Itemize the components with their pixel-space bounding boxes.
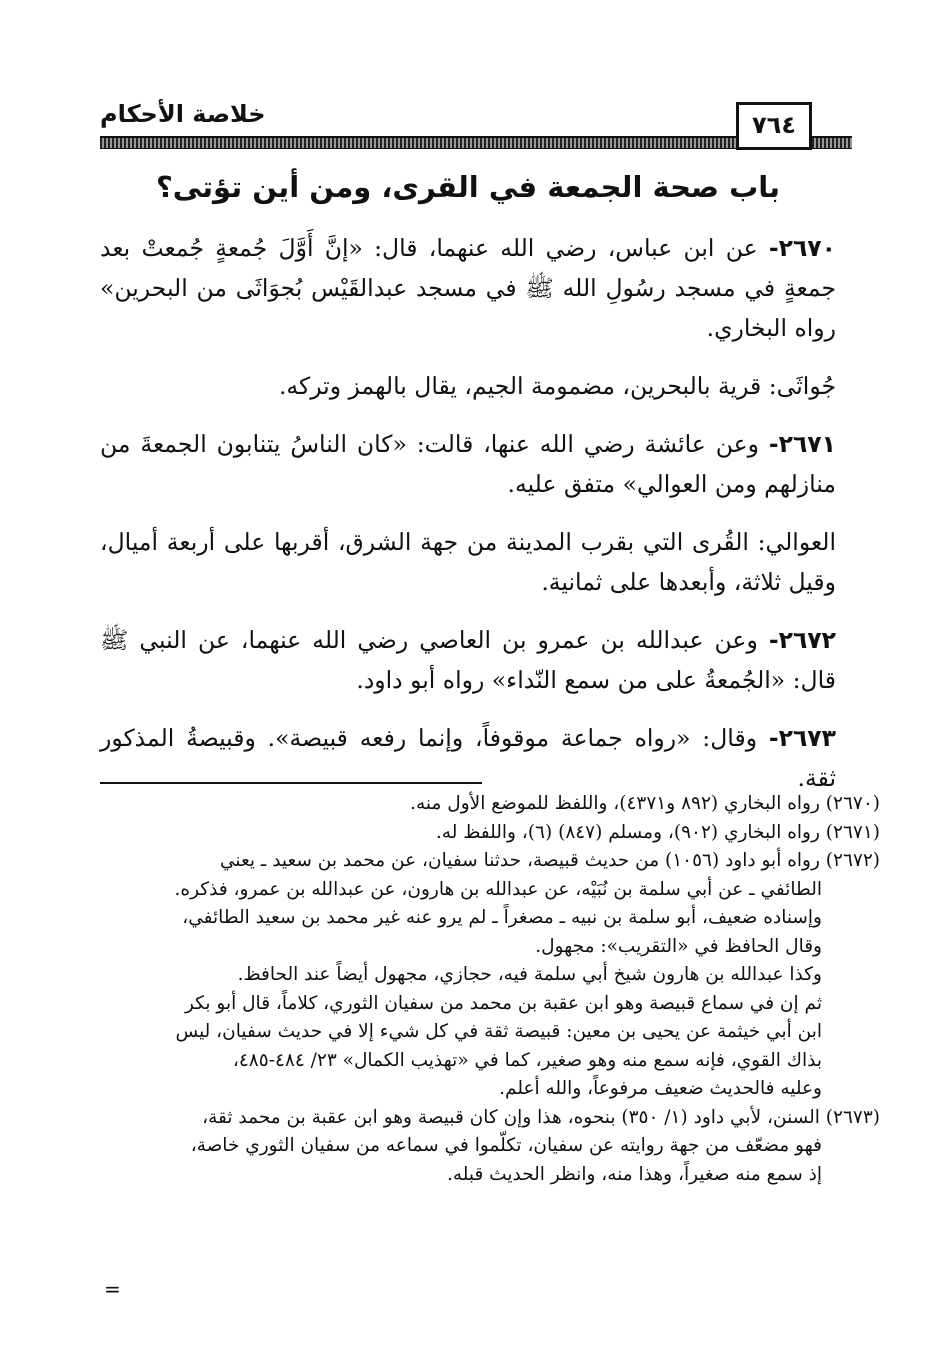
footnote-line: فهو مضعّف من جهة روايته عن سفيان، تكلّموا في سماعه من سفيان الثوري خاصة، (190, 1135, 822, 1156)
footnote-separator (100, 782, 482, 784)
footnote-lead: (٢٦٧٣) السنن، لأبي داود (١/ ٣٥٠) بنحوه، هذا وإن كان قبيصة وهو ابن عقبة بن محمد ثقة، (202, 1106, 880, 1128)
continuation-mark: = (104, 1277, 121, 1301)
footnote-line: الطائفي ـ عن أبي سلمة بن نُبَيْه، عن عبدالله بن هارون، عن عبدالله بن عمرو، فذكره. (174, 878, 822, 900)
hadith-paragraph (100, 366, 836, 406)
hadith-paragraph (100, 620, 836, 700)
footnote-line: وإسناده ضعيف، أبو سلمة بن نبيه ـ مصغراً ـ لم يرو عنه غير محمد بن سعيد الطائفي، (182, 907, 822, 928)
hadith-text: وعن عبدالله بن عمرو بن العاصي رضي الله عنهما، عن النبي ﷺ قال: «الجُمعةُ على من سمع النّداء» رواه أبو داود. (100, 626, 836, 694)
footnote-lead: (٢٦٧١) رواه البخاري (٩٠٢)، ومسلم (٨٤٧) (٦)، واللفظ له. (435, 821, 880, 843)
footnote-lead: (٢٦٧٢) رواه أبو داود (١٠٥٦) من حديث قبيصة، حدثنا سفيان، عن محمد بن سعيد ـ يعني (219, 850, 880, 871)
hadith-number: ٢٦٧١- (768, 430, 836, 458)
hadith-text: عن ابن عباس، رضي الله عنهما، قال: «إنَّ أَوَّلَ جُمعةٍ جُمعتْ بعد جمعةٍ في مسجد رسُولِ الله ﷺ في مسجد عبدالقَيْس بُجوَاثَى من البحرين» رواه البخاري. (100, 234, 836, 342)
footnote (100, 1104, 880, 1190)
book-title: خلاصة الأحكام (100, 100, 266, 128)
hadith-text: العوالي: القُرى التي بقرب المدينة من جهة الشرق، أقربها على أربعة أميال، وقيل ثلاثة، وأبعدها على ثمانية. (100, 528, 836, 596)
footnote (100, 819, 880, 848)
footnote-line: وقال الحافظ في «التقريب»: مجهول. (535, 935, 822, 957)
hadith-text: جُواثَى: قرية بالبحرين، مضمومة الجيم، يقال بالهمز وتركه. (278, 372, 836, 400)
hadith-number: ٢٦٧٠- (768, 234, 836, 262)
running-header (100, 100, 852, 150)
main-text (100, 170, 836, 816)
footnote (100, 847, 880, 1104)
footnote-line: ثم إن في سماع قبيصة وهو ابن عقبة بن محمد من سفيان الثوري، كلاماً، قال أبو بكر (184, 992, 822, 1014)
hadith-paragraph (100, 424, 836, 504)
hadith-paragraph (100, 522, 836, 602)
hadith-number: ٢٦٧٢- (768, 626, 836, 654)
hadith-list (100, 228, 836, 798)
hadith-text: وعن عائشة رضي الله عنها، قالت: «كان الناسُ يتنابون الجمعةَ من منازلهم ومن العوالي» متفق عليه. (100, 430, 836, 498)
footnote-line: بذاك القوي، فإنه سمع منه وهو صغير، كما في «تهذيب الكمال» ٢٣/ ٤٨٤-٤٨٥، (232, 1049, 822, 1071)
hadith-text: وقال: «رواه جماعة موقوفاً، وإنما رفعه قبيصة». وقبيصةُ المذكور ثقة. (100, 724, 836, 792)
footnote-line: وعليه فالحديث ضعيف مرفوعاً، والله أعلم. (499, 1078, 822, 1099)
footnotes (100, 790, 880, 1189)
footnote-line: إذ سمع منه صغيراً، وهذا منه، وانظر الحديث قبله. (446, 1163, 822, 1185)
hadith-paragraph (100, 718, 836, 798)
hadith-paragraph (100, 228, 836, 348)
footnote (100, 790, 880, 819)
footnote-lead: (٢٦٧٠) رواه البخاري (٨٩٢ و٤٣٧١)، واللفظ للموضع الأول منه. (410, 793, 880, 814)
footnote-line: وكذا عبدالله بن هارون شيخ أبي سلمة فيه، حجازي، مجهول أيضاً عند الحافظ. (237, 964, 822, 985)
footnote-line: ابن أبي خيثمة عن يحيى بن معين: قبيصة ثقة في كل شيء إلا في حديث سفيان، ليس (175, 1021, 822, 1042)
chapter-title: باب صحة الجمعة في القرى، ومن أين تؤتى؟ (155, 170, 781, 204)
page-number: ٧٦٤ (736, 102, 812, 150)
hadith-number: ٢٦٧٣- (768, 724, 836, 752)
